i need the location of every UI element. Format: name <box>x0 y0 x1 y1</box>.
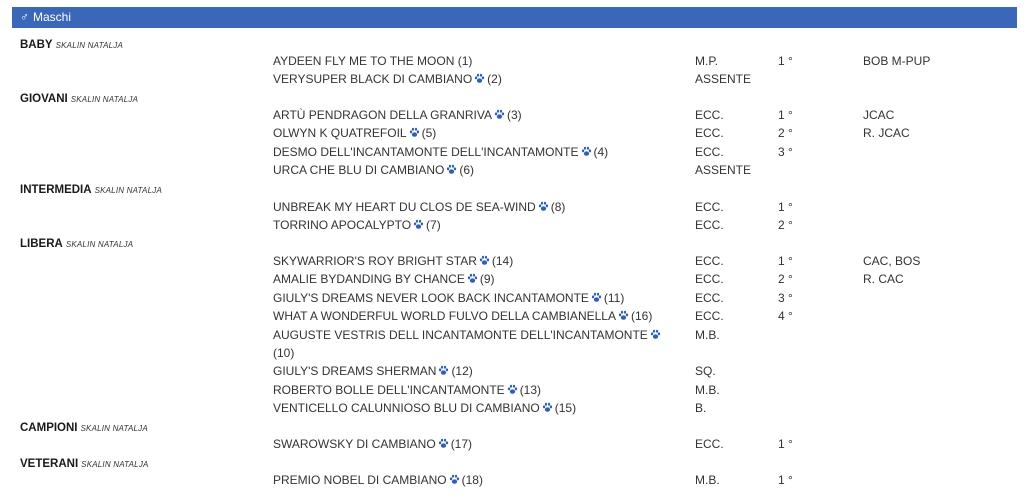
paw-icon[interactable] <box>413 219 424 230</box>
catalog-number: (7) <box>426 218 441 232</box>
result-row <box>0 198 1024 216</box>
paw-icon[interactable] <box>542 402 553 413</box>
judge-name: SKALIN NATALJA <box>94 186 162 195</box>
catalog-number: (8) <box>550 200 566 214</box>
dog-name-link[interactable]: AYDEEN FLY ME TO THE MOON <box>273 54 455 68</box>
award: BOB M-PUP <box>863 54 931 68</box>
qualification: ECC. <box>695 108 724 122</box>
paw-icon[interactable] <box>591 292 602 303</box>
dog-name-link[interactable]: GIULY'S DREAMS NEVER LOOK BACK INCANTAMONTE <box>273 291 589 305</box>
paw-icon[interactable] <box>467 273 478 284</box>
catalog-number: (13) <box>519 383 542 397</box>
catalog-number: (3) <box>506 108 522 122</box>
award: JCAC <box>863 108 895 122</box>
dog-name-link[interactable]: SKYWARRIOR'S ROY BRIGHT STAR <box>273 254 477 268</box>
qualification: ECC. <box>695 272 724 286</box>
result-row <box>0 252 1024 270</box>
dog-name-link[interactable]: TORRINO APOCALYPTO <box>273 218 412 232</box>
qualification: ECC. <box>695 437 724 451</box>
award: CAC, BOS <box>863 254 921 268</box>
male-symbol-icon: ♂ <box>20 10 29 24</box>
catalog-number: (12) <box>451 364 473 378</box>
dog-name-link[interactable]: OLWYN K QUATREFOIL <box>273 126 407 140</box>
category-libera: LIBERA SKALIN NATALJA <box>20 238 134 250</box>
placement: 1 ° <box>778 54 793 68</box>
award: R. JCAC <box>863 126 910 140</box>
qualification: M.B. <box>695 383 720 397</box>
qualification: M.B. <box>695 328 720 342</box>
paw-icon[interactable] <box>474 73 485 84</box>
placement: 3 ° <box>778 145 793 159</box>
placement: 1 ° <box>778 437 793 451</box>
qualification: M.P. <box>695 54 719 68</box>
paw-icon[interactable] <box>650 329 661 340</box>
placement: 2 ° <box>778 126 793 140</box>
dog-name-link[interactable]: SWAROWSKY DI CAMBIANO <box>273 437 436 451</box>
result-row <box>0 124 1024 142</box>
result-row <box>0 143 1024 161</box>
catalog-number: (10) <box>273 346 295 360</box>
placement: 4 ° <box>778 309 793 323</box>
catalog-number: (1) <box>457 54 473 68</box>
dog-name-link[interactable]: ARTÙ PENDRAGON DELLA GRANRIVA <box>273 108 492 122</box>
result-row <box>0 362 1024 380</box>
paw-icon[interactable] <box>494 109 505 120</box>
category-veterani: VETERANI SKALIN NATALJA <box>20 458 149 470</box>
catalog-number: (9) <box>479 272 495 286</box>
paw-icon[interactable] <box>538 201 549 212</box>
judge-name: SKALIN NATALJA <box>65 240 134 249</box>
placement: 1 ° <box>778 254 793 268</box>
qualification: SQ. <box>695 364 716 378</box>
placement: 1 ° <box>778 108 793 122</box>
catalog-number: (11) <box>603 291 625 305</box>
dog-name-link[interactable]: PREMIO NOBEL DI CAMBIANO <box>273 473 447 487</box>
judge-name: SKALIN NATALJA <box>81 460 149 469</box>
qualification: ECC. <box>695 309 724 323</box>
paw-icon[interactable] <box>449 474 460 485</box>
result-row <box>0 216 1024 234</box>
result-row <box>0 399 1024 417</box>
section-header-maschi <box>12 7 1017 28</box>
catalog-number: (14) <box>491 254 514 268</box>
dog-name-link[interactable]: WHAT A WONDERFUL WORLD FULVO DELLA CAMBIANELLA <box>273 309 616 323</box>
placement: 1 ° <box>778 473 793 487</box>
dog-name-link[interactable]: AMALIE BYDANDING BY CHANCE <box>273 272 465 286</box>
dog-name-link[interactable]: ROBERTO BOLLE DELL'INCANTAMONTE <box>273 383 505 397</box>
result-row <box>0 106 1024 124</box>
result-row <box>0 326 1024 362</box>
result-row <box>0 52 1024 70</box>
result-row <box>0 307 1024 325</box>
qualification: ECC. <box>695 291 724 305</box>
catalog-number: (18) <box>461 473 483 487</box>
catalog-number: (15) <box>554 401 577 415</box>
catalog-number: (17) <box>450 437 473 451</box>
result-row <box>0 161 1024 179</box>
category-baby: BABY SKALIN NATALJA <box>20 39 124 51</box>
paw-icon[interactable] <box>618 310 629 321</box>
section-title: Maschi <box>33 10 72 24</box>
result-row <box>0 270 1024 288</box>
paw-icon[interactable] <box>507 384 518 395</box>
paw-icon[interactable] <box>409 127 420 138</box>
paw-icon[interactable] <box>438 365 449 376</box>
paw-icon[interactable] <box>446 164 457 175</box>
catalog-number: (4) <box>593 145 609 159</box>
catalog-number: (5) <box>421 126 437 140</box>
judge-name: SKALIN NATALJA <box>80 424 148 433</box>
paw-icon[interactable] <box>438 438 449 449</box>
qualification: B. <box>695 401 707 415</box>
result-row <box>0 471 1024 489</box>
category-campioni: CAMPIONI SKALIN NATALJA <box>20 422 148 434</box>
category-intermedia: INTERMEDIA SKALIN NATALJA <box>20 184 162 196</box>
placement: 2 ° <box>778 272 793 286</box>
placement: 3 ° <box>778 291 793 305</box>
paw-icon[interactable] <box>479 255 490 266</box>
qualification: ECC. <box>695 200 724 214</box>
paw-icon[interactable] <box>581 146 592 157</box>
result-row <box>0 435 1024 453</box>
placement: 2 ° <box>778 218 793 232</box>
qualification: ASSENTE <box>695 72 752 86</box>
result-row <box>0 381 1024 399</box>
dog-name-link[interactable]: GIULY'S DREAMS SHERMAN <box>273 364 437 378</box>
catalog-number: (6) <box>459 163 475 177</box>
catalog-number: (2) <box>487 72 502 86</box>
award: R. CAC <box>863 272 904 286</box>
dog-name-link[interactable]: VENTICELLO CALUNNIOSO BLU DI CAMBIANO <box>273 401 540 415</box>
dog-name-link[interactable]: UNBREAK MY HEART DU CLOS DE SEA-WIND <box>273 200 536 214</box>
qualification: ECC. <box>695 218 724 232</box>
catalog-number: (16) <box>630 309 653 323</box>
qualification: ASSENTE <box>695 163 752 177</box>
judge-name: SKALIN NATALJA <box>70 95 139 104</box>
dog-name-link[interactable]: URCA CHE BLU DI CAMBIANO <box>273 163 445 177</box>
result-row <box>0 70 1024 88</box>
dog-name-link[interactable]: DESMO DELL'INCANTAMONTE DELL'INCANTAMONTE <box>273 145 579 159</box>
qualification: ECC. <box>695 126 724 140</box>
result-row <box>0 289 1024 307</box>
qualification: ECC. <box>695 145 724 159</box>
qualification: M.B. <box>695 473 720 487</box>
placement: 1 ° <box>778 200 793 214</box>
qualification: ECC. <box>695 254 724 268</box>
category-giovani: GIOVANI SKALIN NATALJA <box>20 93 139 105</box>
dog-name-link[interactable]: AUGUSTE VESTRIS DELL INCANTAMONTE DELL'INCANTAMONTE <box>273 328 648 342</box>
judge-name: SKALIN NATALJA <box>55 41 124 50</box>
dog-name-link[interactable]: VERYSUPER BLACK DI CAMBIANO <box>273 72 473 86</box>
